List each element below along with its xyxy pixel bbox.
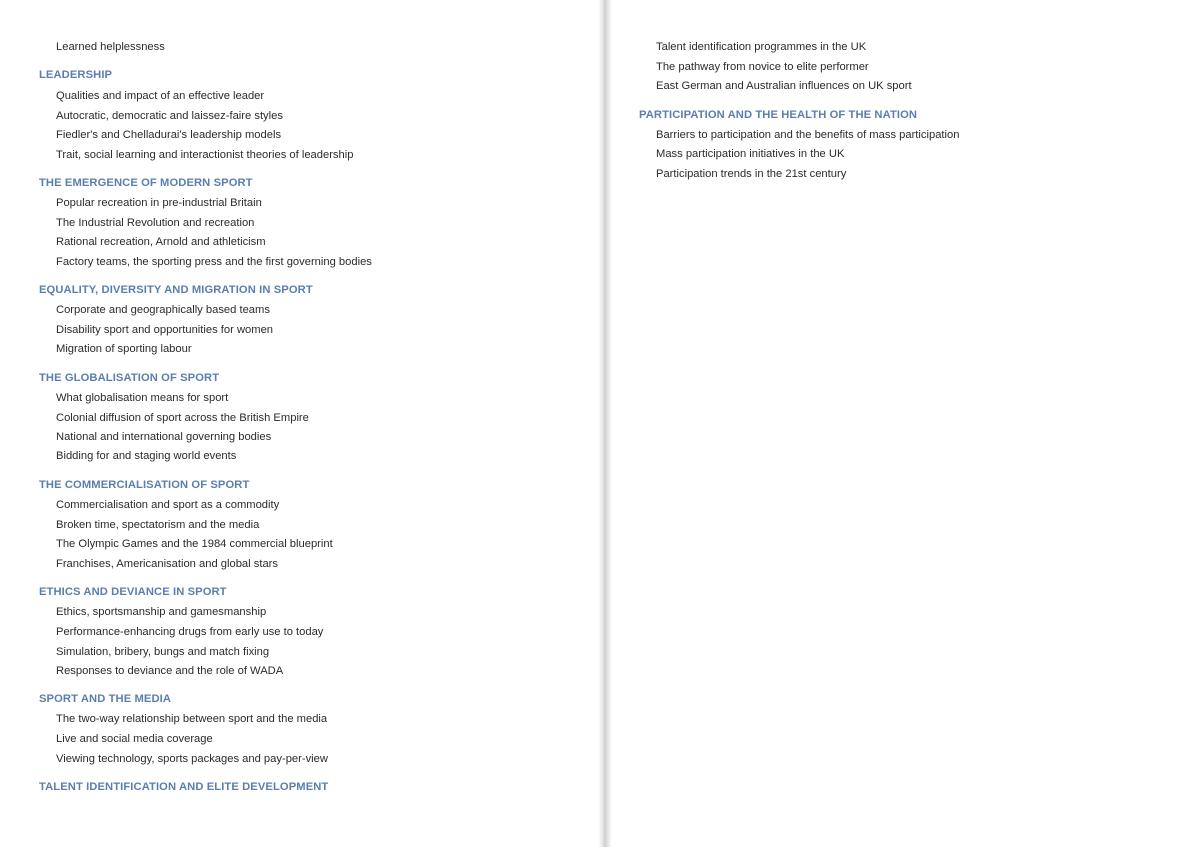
left-topic-item: The two-way relationship between sport and the media	[56, 713, 328, 725]
left-topic-item: Colonial diffusion of sport across the British Empire	[56, 412, 309, 424]
left-topic-item: Popular recreation in pre-industrial Britain	[56, 197, 262, 209]
left-topic-item: Franchises, Americanisation and global stars	[56, 558, 278, 570]
left-topic-item: Commercialisation and sport as a commodity	[56, 499, 280, 511]
left-section-heading: THE EMERGENCE OF MODERN SPORT	[39, 177, 253, 189]
left-section-heading: SPORT AND THE MEDIA	[39, 693, 172, 705]
left-topic-item: Responses to deviance and the role of WADA	[56, 665, 284, 677]
left-topic-item: Autocratic, democratic and laissez-faire styles	[56, 110, 283, 122]
left-section-heading: LEADERSHIP	[39, 69, 113, 81]
left-section-heading: ETHICS AND DEVIANCE IN SPORT	[39, 586, 227, 598]
left-topic-item: What globalisation means for sport	[56, 392, 229, 404]
left-page	[0, 0, 598, 847]
left-topic-item: Viewing technology, sports packages and pay-per-view	[56, 753, 328, 765]
right-topic-item: Participation trends in the 21st century	[656, 168, 847, 180]
left-topic-item: Live and social media coverage	[56, 733, 213, 745]
left-section-heading: THE GLOBALISATION OF SPORT	[39, 372, 220, 384]
left-topic-item: Factory teams, the sporting press and the first governing bodies	[56, 256, 372, 268]
left-topic-item: Broken time, spectatorism and the media	[56, 519, 260, 531]
right-topic-item: Talent identification programmes in the UK	[656, 41, 867, 53]
left-topic-item: Performance-enhancing drugs from early use to today	[56, 626, 324, 638]
left-section-heading: TALENT IDENTIFICATION AND ELITE DEVELOPMENT	[39, 781, 329, 793]
left-topic-item: The Olympic Games and the 1984 commercial blueprint	[56, 538, 333, 550]
left-topic-item: Migration of sporting labour	[56, 343, 192, 355]
right-topic-item: The pathway from novice to elite performer	[656, 61, 869, 73]
left-topic-item: Trait, social learning and interactionist theories of leadership	[56, 149, 354, 161]
left-topic-item: Bidding for and staging world events	[56, 450, 237, 462]
right-page	[612, 0, 1200, 847]
left-section-heading: EQUALITY, DIVERSITY AND MIGRATION IN SPORT	[39, 284, 313, 296]
left-topic-item: Disability sport and opportunities for women	[56, 324, 274, 336]
left-section-heading: THE COMMERCIALISATION OF SPORT	[39, 479, 250, 491]
left-topic-item: The Industrial Revolution and recreation	[56, 217, 255, 229]
right-topic-item: East German and Australian influences on UK sport	[656, 80, 912, 92]
right-section-heading: PARTICIPATION AND THE HEALTH OF THE NATION	[639, 109, 918, 121]
left-topic-item: Fiedler's and Chelladurai's leadership models	[56, 129, 282, 141]
left-topic-item: Corporate and geographically based teams	[56, 304, 270, 316]
left-topic-item: Simulation, bribery, bungs and match fixing	[56, 646, 270, 658]
left-topic-item: Qualities and impact of an effective leader	[56, 90, 265, 102]
left-topic-item: Learned helplessness	[56, 41, 165, 53]
left-topic-item: Ethics, sportsmanship and gamesmanship	[56, 606, 267, 618]
left-topic-item: Rational recreation, Arnold and athleticism	[56, 236, 266, 248]
left-topic-item: National and international governing bodies	[56, 431, 272, 443]
right-topic-item: Barriers to participation and the benefits of mass participation	[656, 129, 960, 141]
page-gutter	[598, 0, 612, 847]
right-topic-item: Mass participation initiatives in the UK	[656, 148, 845, 160]
